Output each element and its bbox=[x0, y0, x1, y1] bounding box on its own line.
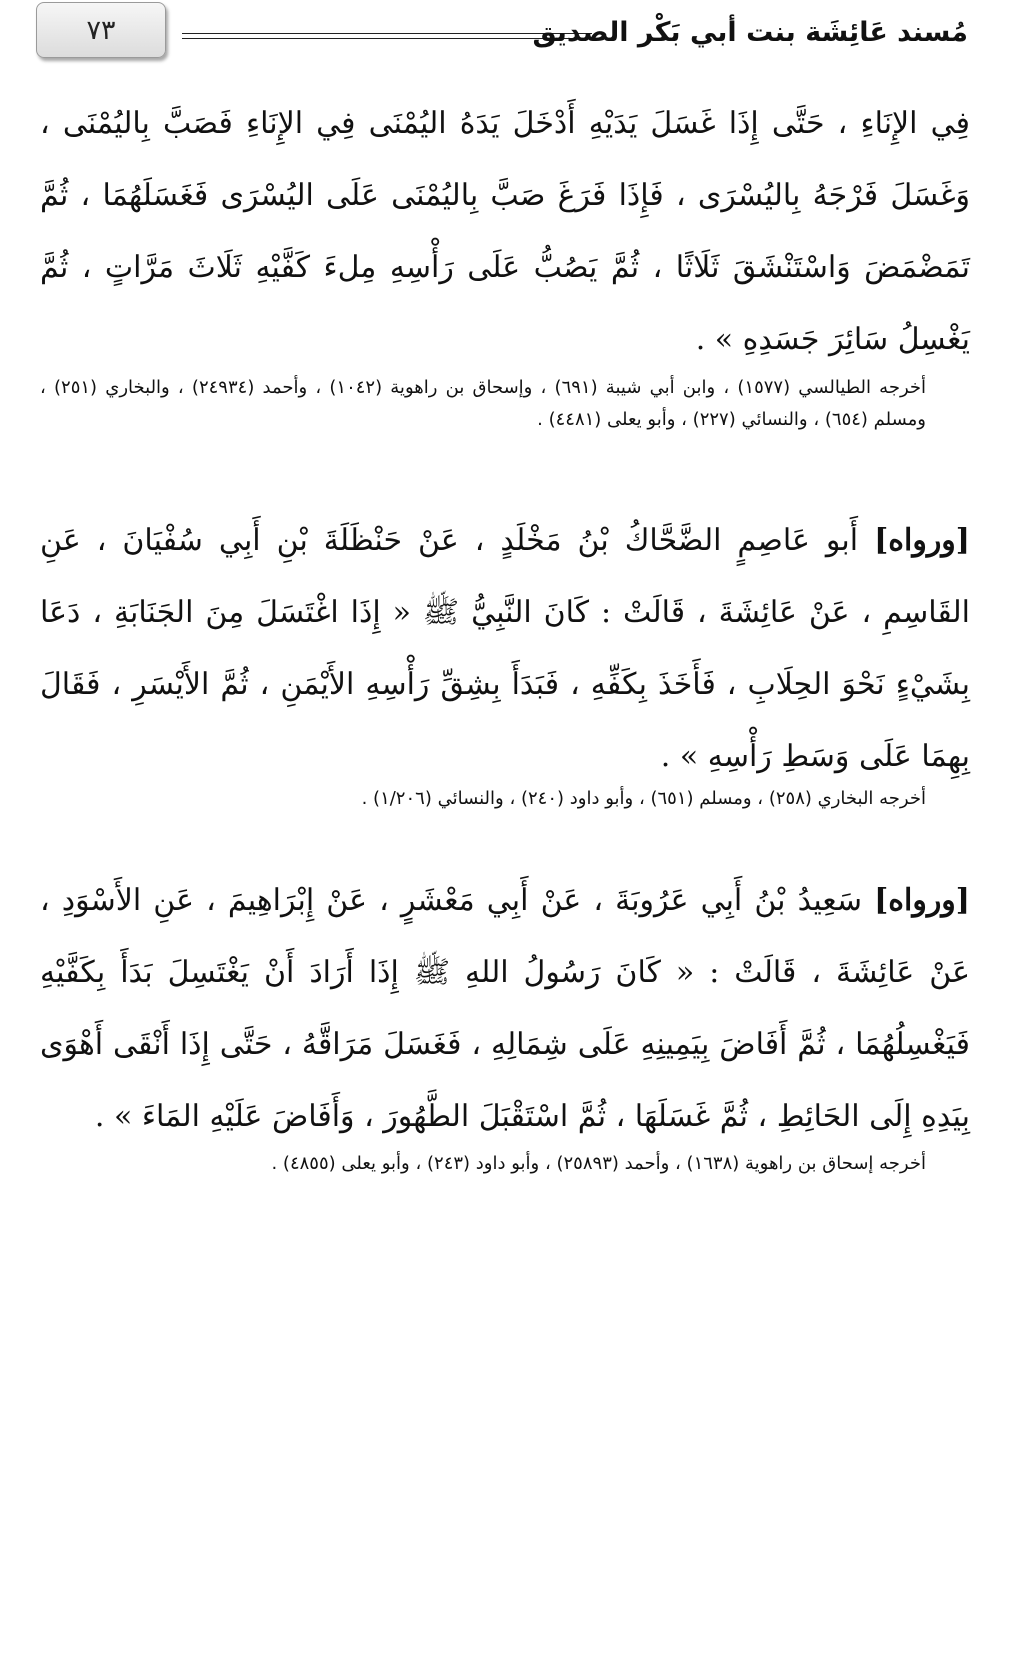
hadith-body-2: أَبو عَاصِمٍ الضَّحَّاكُ بْنُ مَخْلَدٍ ، عَنْ حَنْظَلَةَ بْنِ أَبِي سُفْيَانَ ، عَنِ القَاسِمِ ، عَنْ عَائِشَةَ ، قَالَتْ : كَانَ النَّبِيُّ ﷺ « إِذَا اغْتَسَلَ مِنَ الجَنَابَةِ ، دَعَا بِشَيْءٍ نَحْوَ الحِلَابِ ، فَأَخَذَ بِكَفِّهِ ، فَبَدَأَ بِشِقِّ رَأْسِهِ الأَيْمَنِ ، ثُمَّ الأَيْسَرِ ، فَقَالَ بِهِمَا عَلَى وَسَطِ رَأْسِهِ » . bbox=[40, 523, 970, 774]
hadith-text-3 bbox=[40, 865, 970, 1153]
running-title: مُسند عَائِشَة بنت أبي بَكْر الصديق bbox=[532, 17, 968, 48]
hadith-text-1 bbox=[40, 88, 970, 376]
page-number: ٧٣ bbox=[86, 14, 116, 46]
takhrij-note-3: أخرجه إسحاق بن راهوية (١٦٣٨) ، وأحمد (٢٥٨٩٣) ، وأبو داود (٢٤٣) ، وأبو يعلى (٤٨٥٥) . bbox=[271, 1153, 926, 1174]
hadith-body-1: فِي الإِنَاءِ ، حَتَّى إِذَا غَسَلَ يَدَيْهِ أَدْخَلَ يَدَهُ اليُمْنَى فِي الإِنَاءِ فَصَبَّ بِاليُمْنَى ، وَغَسَلَ فَرْجَهُ بِاليُسْرَى ، فَإِذَا فَرَغَ صَبَّ بِاليُمْنَى عَلَى اليُسْرَى فَغَسَلَهُمَا ، ثُمَّ تَمَضْمَضَ وَاسْتَنْشَقَ ثَلَاثًا ، ثُمَّ يَصُبُّ عَلَى رَأْسِهِ مِلءَ كَفَّيْهِ ثَلَاثَ مَرَّاتٍ ، ثُمَّ يَغْسِلُ سَائِرَ جَسَدِهِ » . bbox=[40, 106, 970, 357]
takhrij-note-2: أخرجه البخاري (٢٥٨) ، ومسلم (٦٥١) ، وأبو داود (٢٤٠) ، والنسائي (١/٢٠٦) . bbox=[361, 788, 926, 809]
page-number-tab bbox=[36, 2, 166, 58]
takhrij-note-1: أخرجه الطيالسي (١٥٧٧) ، وابن أبي شيبة (٦٩١) ، وإسحاق بن راهوية (١٠٤٢) ، وأحمد (٢٤٩٣٤) ، والبخاري (٢٥١) ، ومسلم (٦٥٤) ، والنسائي (٢٢٧) ، وأبو يعلى (٤٤٨١) . bbox=[40, 377, 927, 430]
hadith-opener-3: [ورواه] bbox=[874, 883, 970, 918]
hadith-text-2 bbox=[40, 505, 970, 793]
header-rule bbox=[182, 33, 592, 39]
hadith-body-3: سَعِيدُ بْنُ أَبِي عَرُوبَةَ ، عَنْ أَبِي مَعْشَرٍ ، عَنْ إِبْرَاهِيمَ ، عَنِ الأَسْوَدِ ، عَنْ عَائِشَةَ ، قَالَتْ : « كَانَ رَسُولُ اللهِ ﷺ إِذَا أَرَادَ أَنْ يَغْتَسِلَ بَدَأَ بِكَفَّيْهِ فَيَغْسِلُهُمَا ، ثُمَّ أَفَاضَ بِيَمِينِهِ عَلَى شِمَالِهِ ، فَغَسَلَ مَرَاقَّهُ ، حَتَّى إِذَا أَنْقَى أَهْوَى بِيَدِهِ إِلَى الحَائِطِ ، ثُمَّ غَسَلَهَا ، ثُمَّ اسْتَقْبَلَ الطَّهُورَ ، وَأَفَاضَ عَلَيْهِ المَاءَ » . bbox=[40, 883, 970, 1134]
hadith-opener-2: [ورواه] bbox=[874, 523, 970, 558]
